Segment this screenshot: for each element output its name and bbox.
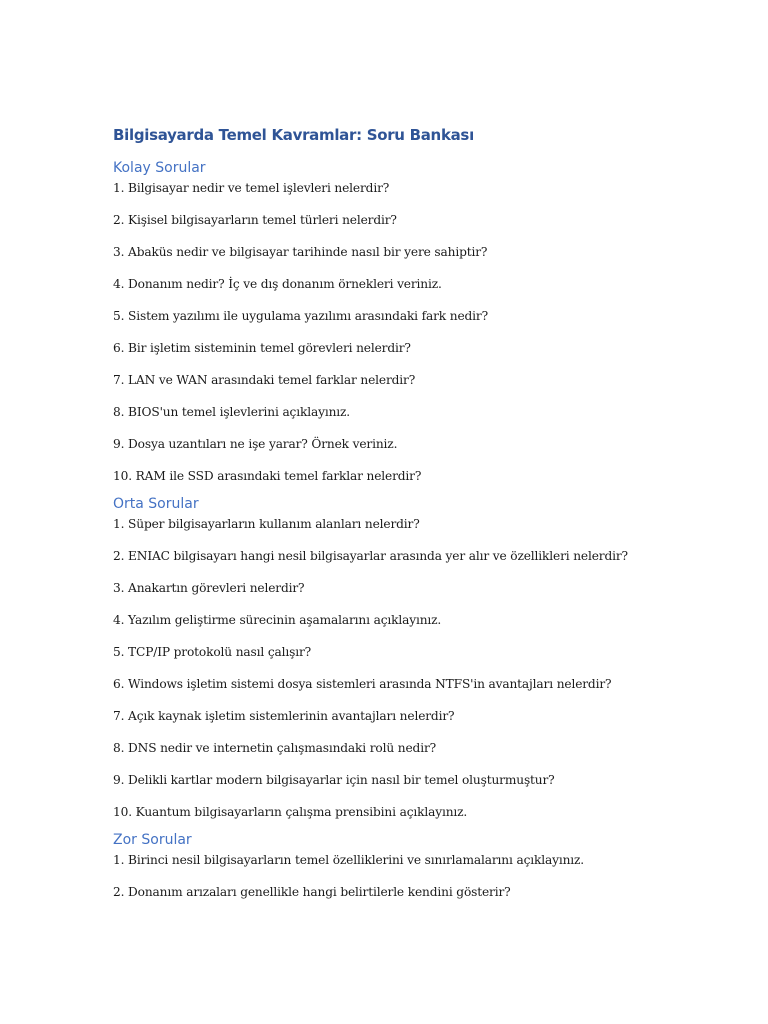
- section-heading-medium: Orta Sorular: [113, 496, 199, 512]
- question-item: 3. Abaküs nedir ve bilgisayar tarihinde nasıl bir yere sahiptir?: [113, 245, 488, 259]
- question-list-hard: [113, 852, 733, 900]
- question-item: 3. Anakartın görevleri nelerdir?: [113, 581, 305, 595]
- question-item: 6. Bir işletim sisteminin temel görevleri nelerdir?: [113, 341, 411, 355]
- section-easy-questions: [113, 156, 733, 484]
- question-item: 4. Yazılım geliştirme sürecinin aşamalarını açıklayınız.: [113, 613, 442, 627]
- question-item: 9. Delikli kartlar modern bilgisayarlar için nasıl bir temel oluşturmuştur?: [113, 773, 555, 787]
- question-item: 6. Windows işletim sistemi dosya sistemleri arasında NTFS'in avantajları nelerdir?: [113, 677, 612, 691]
- question-item: 10. Kuantum bilgisayarların çalışma prensibini açıklayınız.: [113, 805, 468, 819]
- section-medium-questions: [113, 492, 733, 820]
- section-heading-easy: Kolay Sorular: [113, 160, 206, 176]
- question-item: 1. Birinci nesil bilgisayarların temel özelliklerini ve sınırlamalarını açıklayınız.: [113, 853, 585, 867]
- question-item: 4. Donanım nedir? İç ve dış donanım örnekleri veriniz.: [113, 277, 442, 291]
- section-hard-questions: [113, 828, 733, 900]
- question-item: 2. ENIAC bilgisayarı hangi nesil bilgisayarlar arasında yer alır ve özellikleri nelerdir?: [113, 549, 628, 563]
- question-item: 8. DNS nedir ve internetin çalışmasındaki rolü nedir?: [113, 741, 437, 755]
- question-item: 2. Donanım arızaları genellikle hangi belirtilerle kendini gösterir?: [113, 885, 511, 899]
- section-heading-hard: Zor Sorular: [113, 832, 192, 848]
- question-item: 1. Bilgisayar nedir ve temel işlevleri nelerdir?: [113, 181, 390, 195]
- question-list-medium: [113, 516, 733, 820]
- question-item: 5. TCP/IP protokolü nasıl çalışır?: [113, 645, 312, 659]
- question-item: 1. Süper bilgisayarların kullanım alanları nelerdir?: [113, 517, 420, 531]
- question-list-easy: [113, 180, 733, 484]
- question-item: 5. Sistem yazılımı ile uygulama yazılımı arasındaki fark nedir?: [113, 309, 488, 323]
- question-item: 10. RAM ile SSD arasındaki temel farklar nelerdir?: [113, 469, 422, 483]
- question-item: 8. BIOS'un temel işlevlerini açıklayınız.: [113, 405, 351, 419]
- question-item: 9. Dosya uzantıları ne işe yarar? Örnek veriniz.: [113, 437, 398, 451]
- document-page: [113, 120, 733, 900]
- question-item: 7. Açık kaynak işletim sistemlerinin avantajları nelerdir?: [113, 709, 455, 723]
- question-item: 2. Kişisel bilgisayarların temel türleri nelerdir?: [113, 213, 397, 227]
- question-item: 7. LAN ve WAN arasındaki temel farklar nelerdir?: [113, 373, 416, 387]
- document-title: Bilgisayarda Temel Kavramlar: Soru Bankası: [113, 126, 474, 144]
